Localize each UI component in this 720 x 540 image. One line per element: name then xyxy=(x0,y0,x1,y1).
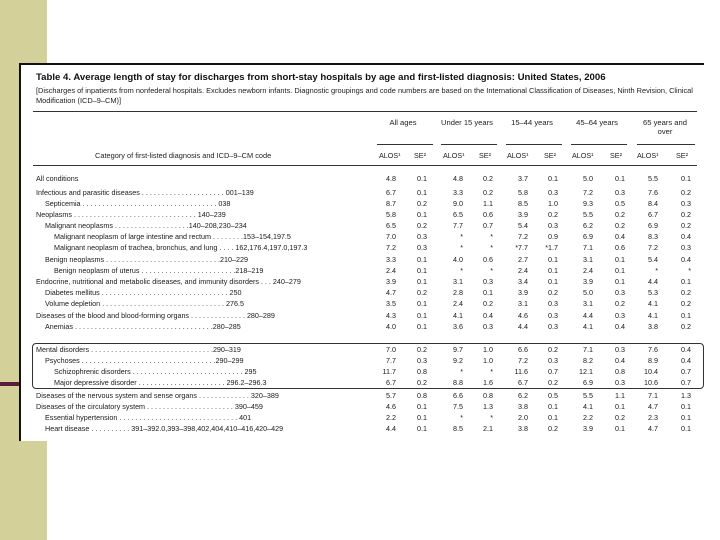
cell-alos: 4.7 xyxy=(386,288,396,297)
cell-alos: 6.9 xyxy=(583,378,593,387)
cell-se: 0.1 xyxy=(417,188,427,197)
cell-alos: 2.0 xyxy=(518,413,528,422)
header-bottom-rule xyxy=(33,165,697,166)
cell-alos: 6.6 xyxy=(453,391,463,400)
cell-se: 0.7 xyxy=(548,367,558,376)
cell-alos: 4.8 xyxy=(386,174,396,183)
cell-alos: 5.0 xyxy=(583,288,593,297)
cell-alos: 2.4 xyxy=(518,266,528,275)
col-header-alos: ALOS¹ xyxy=(637,151,659,160)
col-header-se: SE² xyxy=(676,151,688,160)
table-row xyxy=(0,188,720,199)
cell-alos: 9.0 xyxy=(453,199,463,208)
cell-se: 0.2 xyxy=(483,174,493,183)
cell-se: 0.2 xyxy=(681,288,691,297)
table-row xyxy=(0,199,720,210)
cell-alos: 4.4 xyxy=(648,277,658,286)
cell-alos: 7.2 xyxy=(518,232,528,241)
table-row xyxy=(0,174,720,185)
cell-se: * xyxy=(490,232,493,241)
cell-se: 0.2 xyxy=(548,345,558,354)
cell-se: 0.1 xyxy=(417,322,427,331)
cell-alos: 7.7 xyxy=(453,221,463,230)
scan-border-top xyxy=(19,63,704,65)
row-label: Diseases of the blood and blood-forming organs . . . . . . . . . . . . . . 280–289 xyxy=(36,311,275,320)
cell-alos: 7.2 xyxy=(386,243,396,252)
cell-se: 0.6 xyxy=(615,243,625,252)
row-label: Diseases of the circulatory system . . . . . . . . . . . . . . . . . . . . . . 390–459 xyxy=(36,402,263,411)
cell-se: 0.1 xyxy=(615,402,625,411)
cell-alos: 3.8 xyxy=(648,322,658,331)
cell-se: 0.3 xyxy=(417,356,427,365)
cell-se: 0.5 xyxy=(615,199,625,208)
cell-alos: 6.7 xyxy=(518,378,528,387)
cell-se: 1.3 xyxy=(681,391,691,400)
cell-alos: 2.8 xyxy=(453,288,463,297)
cell-alos: 3.7 xyxy=(518,174,528,183)
row-label: Malignant neoplasm of trachea, bronchus, and lung . . . . 162,176.4,197.0,197.3 xyxy=(54,243,308,252)
col-header-alos: ALOS¹ xyxy=(443,151,465,160)
table-row xyxy=(0,277,720,288)
col-header-alos: ALOS¹ xyxy=(572,151,594,160)
age-group-header: 45–64 years xyxy=(576,118,618,127)
cell-alos: 12.1 xyxy=(579,367,593,376)
row-label: Psychoses . . . . . . . . . . . . . . . . . . . . . . . . . . . . . . . . . .290–299 xyxy=(45,356,244,365)
cell-se: 0.2 xyxy=(548,288,558,297)
cell-alos: *7.7 xyxy=(515,243,528,252)
cell-se: 0.3 xyxy=(548,322,558,331)
cell-alos: 5.8 xyxy=(518,188,528,197)
cell-alos: 9.2 xyxy=(453,356,463,365)
cell-alos: 7.2 xyxy=(648,243,658,252)
cell-se: 0.1 xyxy=(615,424,625,433)
table-row xyxy=(0,221,720,232)
cell-alos: * xyxy=(460,243,463,252)
cell-alos: 11.7 xyxy=(382,367,396,376)
cell-alos: 8.5 xyxy=(453,424,463,433)
cell-alos: 6.2 xyxy=(583,221,593,230)
age-group-header: 15–44 years xyxy=(511,118,553,127)
cell-alos: 8.4 xyxy=(648,199,658,208)
age-group-rule xyxy=(571,144,627,145)
cell-se: * xyxy=(490,243,493,252)
cell-alos: 6.9 xyxy=(583,232,593,241)
cell-se: 0.2 xyxy=(417,221,427,230)
cell-se: 1.6 xyxy=(483,378,493,387)
cell-se: 0.9 xyxy=(548,232,558,241)
cell-se: * xyxy=(490,413,493,422)
cell-alos: 2.2 xyxy=(583,413,593,422)
age-group-header: All ages xyxy=(389,118,417,127)
cell-se: 0.6 xyxy=(483,210,493,219)
cell-alos: 5.7 xyxy=(386,391,396,400)
cell-se: 0.7 xyxy=(483,221,493,230)
cell-se: 0.8 xyxy=(615,367,625,376)
table-row xyxy=(0,391,720,402)
cell-se: 0.1 xyxy=(681,424,691,433)
cell-se: 0.1 xyxy=(417,210,427,219)
cell-alos: 7.0 xyxy=(386,232,396,241)
row-label: All conditions xyxy=(36,174,79,183)
cell-alos: * xyxy=(460,232,463,241)
cell-se: 0.2 xyxy=(548,210,558,219)
cell-alos: 3.9 xyxy=(518,288,528,297)
cell-se: 0.3 xyxy=(615,188,625,197)
cell-alos: 7.6 xyxy=(648,188,658,197)
cell-alos: 4.1 xyxy=(583,322,593,331)
cell-alos: 7.5 xyxy=(453,402,463,411)
cell-se: 0.2 xyxy=(417,378,427,387)
col-header-alos: ALOS¹ xyxy=(379,151,401,160)
cell-se: 0.1 xyxy=(548,174,558,183)
table-row xyxy=(0,311,720,322)
row-label: Diabetes mellitus . . . . . . . . . . . . . . . . . . . . . . . . . . . . . . . . 250 xyxy=(45,288,242,297)
cell-alos: 3.1 xyxy=(453,277,463,286)
table-row xyxy=(0,299,720,310)
cell-se: 0.8 xyxy=(483,391,493,400)
cell-se: 0.8 xyxy=(417,367,427,376)
cell-alos: 7.1 xyxy=(648,391,658,400)
row-label: Septicemia . . . . . . . . . . . . . . . . . . . . . . . . . . . . . . . . . . 038 xyxy=(45,199,231,208)
cell-se: 0.3 xyxy=(483,322,493,331)
table-row xyxy=(0,288,720,299)
cell-alos: * xyxy=(460,266,463,275)
cell-se: 0.2 xyxy=(417,288,427,297)
cell-se: 0.7 xyxy=(681,378,691,387)
cell-alos: 2.3 xyxy=(648,413,658,422)
cell-se: 0.3 xyxy=(483,277,493,286)
cell-se: 0.1 xyxy=(417,255,427,264)
cell-se: 0.4 xyxy=(615,322,625,331)
cell-alos: 4.6 xyxy=(386,402,396,411)
table-note: [Discharges of inpatients from nonfederal hospitals. Excludes newborn infants. Diagnostic groupings and code numbers are based on the International Classification of Diseases, Ninth Revision, Clinical Modification (ICD–9–CM)] xyxy=(36,86,693,105)
cell-se: * xyxy=(490,367,493,376)
cell-se: 0.2 xyxy=(615,210,625,219)
cell-alos: 4.6 xyxy=(518,311,528,320)
col-header-se: SE² xyxy=(414,151,426,160)
cell-alos: 6.7 xyxy=(648,210,658,219)
cell-se: 0.1 xyxy=(548,402,558,411)
mental-disorders-highlight-box xyxy=(32,343,704,389)
table-row xyxy=(0,232,720,243)
age-group-rule xyxy=(441,144,497,145)
cell-alos: 3.3 xyxy=(386,255,396,264)
cell-se: 0.1 xyxy=(615,266,625,275)
table-row xyxy=(0,322,720,333)
row-label: Diseases of the nervous system and sense organs . . . . . . . . . . . . . 320–389 xyxy=(36,391,279,400)
cell-se: 0.1 xyxy=(615,174,625,183)
cell-alos: 4.4 xyxy=(583,311,593,320)
cell-alos: 4.1 xyxy=(583,402,593,411)
cell-alos: 8.3 xyxy=(648,232,658,241)
age-group-header: Under 15 years xyxy=(441,118,493,127)
row-label: Anemias . . . . . . . . . . . . . . . . . . . . . . . . . . . . . . . . . . .280–285 xyxy=(45,322,241,331)
cell-se: 0.2 xyxy=(681,188,691,197)
row-label: Benign neoplasms . . . . . . . . . . . . . . . . . . . . . . . . . . . . .210–229 xyxy=(45,255,248,264)
cell-alos: 5.4 xyxy=(518,221,528,230)
cell-se: 1.3 xyxy=(483,402,493,411)
cell-alos: 4.7 xyxy=(648,424,658,433)
cell-alos: 5.5 xyxy=(583,391,593,400)
cell-alos: 6.5 xyxy=(453,210,463,219)
cell-se: 0.3 xyxy=(681,243,691,252)
cell-se: 0.4 xyxy=(681,232,691,241)
row-label: Heart disease . . . . . . . . . . 391–392.0,393–398,402,404,410–416,420–429 xyxy=(45,424,284,433)
cell-alos: 6.9 xyxy=(648,221,658,230)
cell-se: 0.4 xyxy=(681,255,691,264)
cell-alos: 3.6 xyxy=(453,322,463,331)
cell-alos: 5.0 xyxy=(583,174,593,183)
col-header-alos: ALOS¹ xyxy=(507,151,529,160)
cell-se: 0.1 xyxy=(681,277,691,286)
cell-se: 1.1 xyxy=(615,391,625,400)
cell-se: 0.1 xyxy=(417,174,427,183)
cell-se: 0.2 xyxy=(615,221,625,230)
cell-alos: 5.8 xyxy=(386,210,396,219)
cell-se: 0.4 xyxy=(483,311,493,320)
cell-alos: 3.9 xyxy=(518,210,528,219)
cell-alos: 3.8 xyxy=(518,424,528,433)
cell-se: 0.2 xyxy=(483,299,493,308)
cell-se: 0.3 xyxy=(548,311,558,320)
cell-se: 2.1 xyxy=(483,424,493,433)
cell-alos: 3.4 xyxy=(518,277,528,286)
table-row xyxy=(0,255,720,266)
cell-se: 0.3 xyxy=(681,199,691,208)
cell-se: 0.1 xyxy=(615,277,625,286)
cell-se: *1.7 xyxy=(545,243,558,252)
cell-se: 0.1 xyxy=(548,277,558,286)
cell-alos: 6.7 xyxy=(386,378,396,387)
cell-se: 0.2 xyxy=(483,188,493,197)
cell-se: 0.2 xyxy=(417,345,427,354)
cell-alos: 8.9 xyxy=(648,356,658,365)
cell-alos: 3.9 xyxy=(386,277,396,286)
cell-se: 1.0 xyxy=(483,345,493,354)
cell-alos: 4.4 xyxy=(518,322,528,331)
cell-alos: 2.4 xyxy=(453,299,463,308)
table-row xyxy=(0,413,720,424)
cell-alos: 3.9 xyxy=(583,277,593,286)
cell-se: 0.1 xyxy=(548,266,558,275)
cell-se: 0.1 xyxy=(417,424,427,433)
cell-se: 0.1 xyxy=(615,255,625,264)
cell-alos: 10.6 xyxy=(644,378,658,387)
cell-se: 0.1 xyxy=(417,311,427,320)
cell-alos: 8.7 xyxy=(386,199,396,208)
row-label: Malignant neoplasms . . . . . . . . . . . . . . . . . . .140–208,230–234 xyxy=(45,221,247,230)
cell-se: 0.1 xyxy=(681,311,691,320)
cell-alos: 8.5 xyxy=(518,199,528,208)
row-label: Volume depletion . . . . . . . . . . . . . . . . . . . . . . . . . . . . . . . 276.5 xyxy=(45,299,244,308)
category-column-header: Category of first-listed diagnosis and ICD–9–CM code xyxy=(95,151,272,160)
cell-alos: 3.8 xyxy=(518,402,528,411)
cell-alos: 2.7 xyxy=(518,255,528,264)
cell-se: 0.2 xyxy=(681,210,691,219)
cell-alos: 4.4 xyxy=(386,424,396,433)
cell-alos: 4.8 xyxy=(453,174,463,183)
cell-alos: 6.2 xyxy=(518,391,528,400)
cell-alos: 10.4 xyxy=(644,367,658,376)
cell-se: * xyxy=(688,266,691,275)
cell-alos: 4.1 xyxy=(648,299,658,308)
age-group-header: 65 years and over xyxy=(643,118,687,136)
cell-se: 0.7 xyxy=(681,367,691,376)
cell-se: 0.5 xyxy=(548,391,558,400)
cell-se: 0.4 xyxy=(681,345,691,354)
cell-alos: 7.1 xyxy=(583,345,593,354)
cell-alos: 4.0 xyxy=(386,322,396,331)
cell-alos: 7.2 xyxy=(518,356,528,365)
table-title: Table 4. Average length of stay for discharges from short-stay hospitals by age and first-listed diagnosis: United States, 2006 xyxy=(36,72,606,83)
col-header-se: SE² xyxy=(479,151,491,160)
table-row xyxy=(0,243,720,254)
cell-alos: 7.6 xyxy=(648,345,658,354)
cell-alos: 4.1 xyxy=(648,311,658,320)
age-group-rule xyxy=(637,144,695,145)
cell-alos: 7.1 xyxy=(583,243,593,252)
col-header-se: SE² xyxy=(544,151,556,160)
table-row xyxy=(0,266,720,277)
cell-se: 0.2 xyxy=(548,424,558,433)
cell-se: 0.2 xyxy=(681,322,691,331)
row-label: Essential hypertension . . . . . . . . . . . . . . . . . . . . . . . . . . . . . . 401 xyxy=(45,413,252,422)
cell-se: 0.1 xyxy=(417,277,427,286)
cell-alos: 5.5 xyxy=(583,210,593,219)
cell-alos: 8.8 xyxy=(453,378,463,387)
cell-se: 0.2 xyxy=(681,221,691,230)
cell-se: 0.1 xyxy=(417,266,427,275)
cell-se: 0.3 xyxy=(417,232,427,241)
cell-alos: 9.7 xyxy=(453,345,463,354)
cell-se: 0.1 xyxy=(417,402,427,411)
cell-se: 0.3 xyxy=(548,188,558,197)
cell-se: 0.4 xyxy=(615,232,625,241)
cell-se: 0.1 xyxy=(681,402,691,411)
cell-alos: 3.1 xyxy=(518,299,528,308)
cell-alos: 2.4 xyxy=(583,266,593,275)
cell-se: 0.1 xyxy=(548,413,558,422)
cell-alos: * xyxy=(460,413,463,422)
cell-alos: 7.7 xyxy=(386,356,396,365)
cell-se: 0.1 xyxy=(483,288,493,297)
cell-alos: 3.3 xyxy=(453,188,463,197)
cell-se: 0.2 xyxy=(615,413,625,422)
cell-se: 1.0 xyxy=(483,356,493,365)
cell-se: 0.3 xyxy=(417,243,427,252)
cell-se: 0.1 xyxy=(548,255,558,264)
cell-alos: 3.1 xyxy=(583,299,593,308)
cell-alos: 6.6 xyxy=(518,345,528,354)
table-row xyxy=(0,210,720,221)
cell-alos: 6.5 xyxy=(386,221,396,230)
cell-se: * xyxy=(490,266,493,275)
table-row xyxy=(0,424,720,435)
cell-alos: 7.2 xyxy=(583,188,593,197)
row-label: Malignant neoplasm of large intestine and rectum . . . . . . . .153–154,197.5 xyxy=(54,232,291,241)
cell-se: 0.1 xyxy=(681,413,691,422)
cell-se: 0.3 xyxy=(615,378,625,387)
cell-alos: 11.6 xyxy=(514,367,528,376)
header-top-rule xyxy=(33,111,697,112)
cell-se: 0.1 xyxy=(417,413,427,422)
row-label: Endocrine, nutritional and metabolic diseases, and immunity disorders . . . 240–279 xyxy=(36,277,301,286)
row-label: Infectious and parasitic diseases . . . . . . . . . . . . . . . . . . . . . 001–139 xyxy=(36,188,254,197)
cell-alos: 4.3 xyxy=(386,311,396,320)
cell-alos: 4.0 xyxy=(453,255,463,264)
cell-se: 0.4 xyxy=(681,356,691,365)
cell-se: 1.0 xyxy=(548,199,558,208)
row-label: Mental disorders . . . . . . . . . . . . . . . . . . . . . . . . . . . . . . .290–319 xyxy=(36,345,241,354)
cell-se: 0.4 xyxy=(615,356,625,365)
cell-se: 0.1 xyxy=(417,299,427,308)
cell-alos: 5.3 xyxy=(648,288,658,297)
cell-alos: 5.5 xyxy=(648,174,658,183)
cell-se: 0.3 xyxy=(548,221,558,230)
cell-se: 0.3 xyxy=(615,288,625,297)
cell-alos: 7.0 xyxy=(386,345,396,354)
cell-se: 0.6 xyxy=(483,255,493,264)
cell-alos: 4.1 xyxy=(453,311,463,320)
col-header-se: SE² xyxy=(610,151,622,160)
cell-se: 0.3 xyxy=(548,356,558,365)
cell-se: 0.3 xyxy=(615,311,625,320)
row-label: Schizophrenic disorders . . . . . . . . . . . . . . . . . . . . . . . . . . . . 295 xyxy=(54,367,257,376)
cell-se: 0.3 xyxy=(615,345,625,354)
age-group-rule xyxy=(506,144,562,145)
row-label: Benign neoplasm of uterus . . . . . . . . . . . . . . . . . . . . . . . .218–219 xyxy=(54,266,264,275)
cell-alos: 8.2 xyxy=(583,356,593,365)
cell-alos: 9.3 xyxy=(583,199,593,208)
cell-se: 0.1 xyxy=(681,174,691,183)
cell-se: 0.2 xyxy=(615,299,625,308)
cell-alos: 3.1 xyxy=(583,255,593,264)
cell-se: 0.2 xyxy=(548,378,558,387)
cell-alos: 6.7 xyxy=(386,188,396,197)
cell-se: 0.2 xyxy=(417,199,427,208)
table-row xyxy=(0,402,720,413)
cell-alos: 2.4 xyxy=(386,266,396,275)
cell-alos: * xyxy=(655,266,658,275)
cell-alos: 4.7 xyxy=(648,402,658,411)
cell-alos: 3.5 xyxy=(386,299,396,308)
row-label: Major depressive disorder . . . . . . . . . . . . . . . . . . . . . . 296.2–296.3 xyxy=(54,378,267,387)
cell-se: 0.8 xyxy=(417,391,427,400)
cell-alos: 3.9 xyxy=(583,424,593,433)
cell-se: 0.2 xyxy=(681,299,691,308)
cell-alos: 2.2 xyxy=(386,413,396,422)
cell-se: 1.1 xyxy=(483,199,493,208)
cell-alos: 5.4 xyxy=(648,255,658,264)
row-label: Neoplasms . . . . . . . . . . . . . . . . . . . . . . . . . . . . . . . 140–239 xyxy=(36,210,226,219)
cell-se: 0.3 xyxy=(548,299,558,308)
age-group-rule xyxy=(377,144,433,145)
cell-alos: * xyxy=(460,367,463,376)
